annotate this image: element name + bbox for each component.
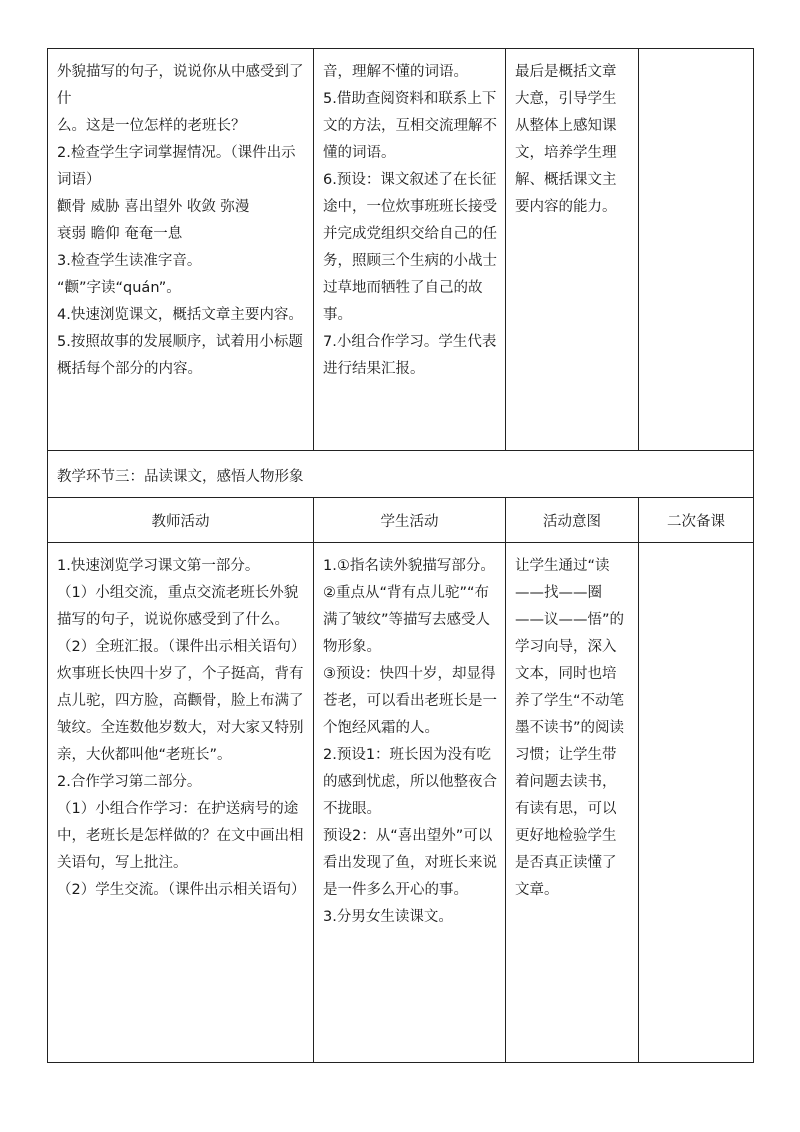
header-row (48, 498, 754, 543)
cell-line: 颧骨 威胁 喜出望外 收敛 弥漫 (57, 199, 250, 215)
cell-line: （2）学生交流。（课件出示相关语句） (57, 882, 306, 898)
cell-line: “颧”字读“quán”。 (57, 280, 181, 296)
header-student: 学生活动 (314, 498, 506, 543)
row2-notes-cell (639, 543, 753, 559)
cell-line: ②重点从“背有点儿驼”“布满了皱纹”等描写去感受人物形象。 (323, 585, 491, 655)
cell-line: 1.快速浏览学习课文第一部分。 (57, 558, 260, 574)
cell-line: 2.合作学习第二部分。 (57, 774, 202, 790)
cell-line: 音，理解不懂的词语。 (323, 64, 468, 80)
header-intent: 活动意图 (506, 498, 639, 543)
cell-line: 1.①指名读外貌描写部分。 (323, 558, 495, 574)
cell-line: 2.检查学生字词掌握情况。（课件出示词语） (57, 145, 296, 188)
cell-line: 4.快速浏览课文，概括文章主要内容。 (57, 307, 303, 323)
cell-line: 么。这是一位怎样的老班长？ (57, 118, 246, 134)
cell-line: 外貌描写的句子，说说你从中感受到了什 (57, 64, 304, 107)
section-row (48, 451, 754, 498)
cell-line: 2.预设1：班长因为没有吃的感到忧虑，所以他整夜合不拢眼。 (323, 747, 497, 817)
cell-line: 5.借助查阅资料和联系上下文的方法，互相交流理解不懂的词语。 (323, 91, 497, 161)
row1-teacher-cell (48, 49, 313, 389)
cell-line: （2）全班汇报。（课件出示相关语句） (57, 639, 306, 655)
row1-intent-cell (506, 49, 638, 227)
table-row (48, 49, 754, 451)
row1-student-cell (314, 49, 505, 389)
cell-line: （1）小组交流，重点交流老班长外貌描写的句子，说说你感受到了什么。 (57, 585, 299, 628)
cell-line: 5.按照故事的发展顺序，试着用小标题概括每个部分的内容。 (57, 334, 303, 377)
header-teacher: 教师活动 (48, 498, 314, 543)
row1-notes-cell (639, 49, 753, 65)
row2-intent-cell (506, 543, 638, 910)
cell-line: ③预设：快四十岁，却显得苍老，可以看出老班长是一个饱经风霜的人。 (323, 666, 497, 736)
cell-line: 3.分男女生读课文。 (323, 909, 453, 925)
header-notes: 二次备课 (639, 498, 754, 543)
row2-teacher-cell (48, 543, 313, 910)
table-row (48, 543, 754, 1063)
section-title: 教学环节三：品读课文，感悟人物形象 (57, 469, 304, 485)
row2-student-cell (314, 543, 505, 937)
cell-line: 预设2：从“喜出望外”可以看出发现了鱼，对班长来说是一件多么开心的事。 (323, 828, 497, 898)
cell-line: 3.检查学生读准字音。 (57, 253, 202, 269)
cell-line: 最后是概括文章大意，引导学生从整体上感知课文，培养学生理解、概括课文主要内容的能力。 (515, 64, 617, 215)
cell-line: 6.预设：课文叙述了在长征途中，一位炊事班班长接受并完成党组织交给自己的任务，照顾三个生病的小战士过草地而牺牲了自己的故事。 (323, 172, 497, 323)
cell-line: （1）小组合作学习：在护送病号的途中，老班长是怎样做的？在文中画出相关语句，写上批注。 (57, 801, 304, 871)
cell-line: 炊事班长快四十岁了，个子挺高，背有点儿驼，四方脸，高颧骨，脸上布满了皱纹。全连数他岁数大，对大家又特别亲，大伙都叫他“老班长”。 (57, 666, 304, 763)
cell-line: 7.小组合作学习。学生代表进行结果汇报。 (323, 334, 497, 377)
lesson-plan-table (47, 48, 754, 1063)
cell-line: 让学生通过“读——找——圈——议——悟”的学习向导，深入文本，同时也培养了学生“不动笔墨不读书”的阅读习惯；让学生带着问题去读书，有读有思，可以更好地检验学生是否真正读懂了文章。 (515, 558, 625, 898)
cell-line: 衰弱 瞻仰 奄奄一息 (57, 226, 183, 242)
